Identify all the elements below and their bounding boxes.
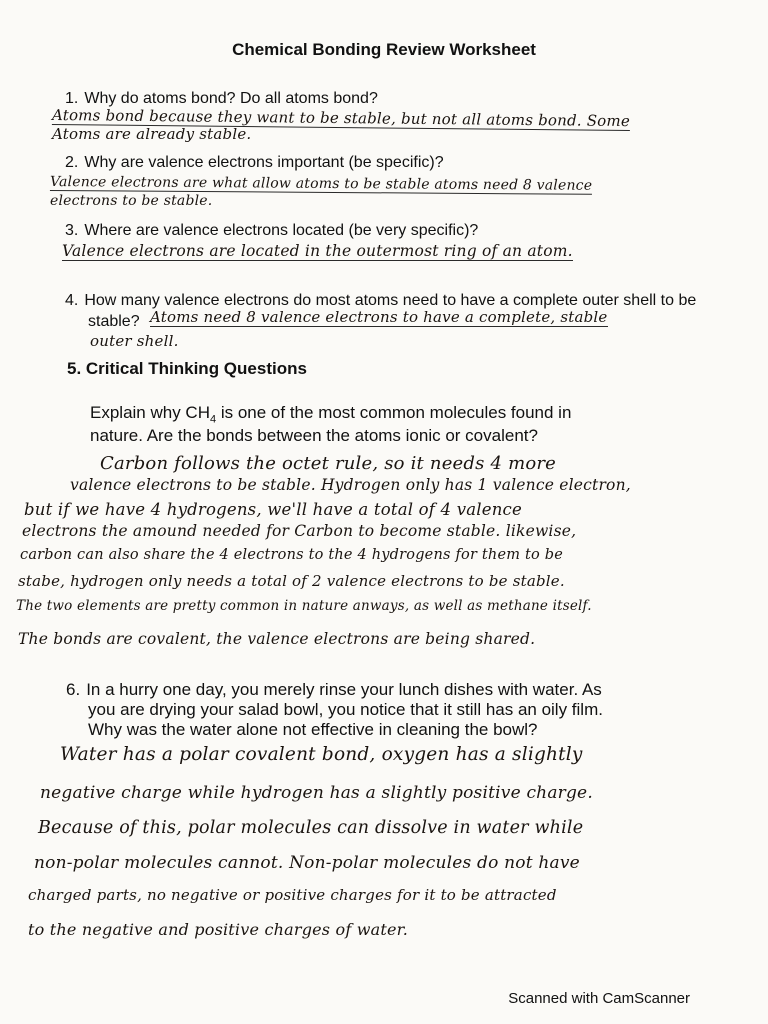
answer-4-line-1: Atoms need 8 valence electrons to have a complete, stable	[150, 308, 608, 326]
question-6-text-line-2: you are drying your salad bowl, you notice that it still has an oily film.	[88, 700, 603, 719]
question-3-text: Where are valence electrons located (be very specific)?	[84, 222, 479, 239]
answer-4-line-2: outer shell.	[90, 332, 179, 350]
question-3	[65, 220, 478, 241]
answer-2-line-2: electrons to be stable.	[50, 193, 213, 209]
answer-6-line-1: Water has a polar covalent bond, oxygen has a slightly	[60, 744, 583, 765]
section-5-heading: 5. Critical Thinking Questions	[67, 359, 307, 378]
answer-2-line-1: Valence electrons are what allow atoms to be stable atoms need 8 valence	[49, 174, 593, 194]
question-3-number: 3.	[65, 222, 79, 239]
answer-1-line-2: Atoms are already stable.	[52, 125, 252, 143]
answer-5-line-3: but if we have 4 hydrogens, we'll have a total of 4 valence	[24, 500, 522, 519]
question-4-number: 4.	[65, 292, 79, 309]
prompt-text-a: Explain why CH	[90, 403, 210, 422]
answer-3-line-1: Valence electrons are located in the outermost ring of an atom.	[62, 242, 573, 260]
worksheet-title: Chemical Bonding Review Worksheet	[232, 40, 536, 59]
prompt-subscript: 4	[210, 413, 217, 426]
answer-1-line-1: Atoms bond because they want to be stable, but not all atoms bond. Some	[51, 106, 631, 131]
question-1-text: Why do atoms bond? Do all atoms bond?	[84, 90, 378, 107]
question-6-text-line-1: In a hurry one day, you merely rinse your lunch dishes with water. As	[86, 680, 602, 699]
answer-6-line-2: negative charge while hydrogen has a slightly positive charge.	[40, 783, 593, 803]
answer-6-line-5: charged parts, no negative or positive charges for it to be attracted	[28, 886, 557, 904]
question-6	[66, 680, 602, 700]
question-4-text-line-1: How many valence electrons do most atoms need to have a complete outer shell to be	[84, 292, 697, 309]
question-2-number: 2.	[65, 154, 79, 171]
answer-6-line-6: to the negative and positive charges of water.	[28, 920, 409, 939]
question-6-number: 6.	[66, 680, 81, 699]
scanner-watermark: Scanned with CamScanner	[508, 990, 690, 1007]
answer-5-line-6: stabe, hydrogen only needs a total of 2 valence electrons to be stable.	[18, 572, 565, 590]
answer-5-line-7: The two elements are pretty common in nature anways, as well as methane itself.	[16, 598, 592, 614]
answer-5-line-4: electrons the amound needed for Carbon to become stable. likewise,	[22, 522, 577, 540]
answer-5-line-8: The bonds are covalent, the valence electrons are being shared.	[18, 630, 536, 648]
section-5-prompt-line-2: nature. Are the bonds between the atoms ionic or covalent?	[90, 426, 538, 445]
answer-5-line-1: Carbon follows the octet rule, so it needs 4 more	[100, 453, 557, 474]
question-6-text-line-3: Why was the water alone not effective in cleaning the bowl?	[88, 720, 538, 739]
question-4-text-line-2: stable?	[88, 313, 140, 330]
question-2	[65, 152, 444, 173]
answer-5-line-2: valence electrons to be stable. Hydrogen only has 1 valence electron,	[70, 476, 631, 494]
question-4-line-2	[88, 311, 140, 332]
question-2-text: Why are valence electrons important (be specific)?	[84, 154, 444, 171]
question-1-number: 1.	[65, 90, 79, 107]
prompt-text-b: is one of the most common molecules found in	[216, 403, 572, 422]
answer-5-line-5: carbon can also share the 4 electrons to the 4 hydrogens for them to be	[20, 547, 564, 563]
answer-6-line-4: non-polar molecules cannot. Non-polar molecules do not have	[34, 853, 580, 873]
answer-6-line-3: Because of this, polar molecules can dissolve in water while	[38, 818, 584, 838]
